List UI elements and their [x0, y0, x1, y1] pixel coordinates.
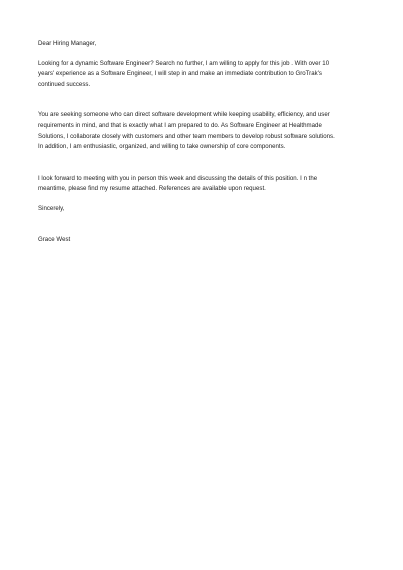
- paragraph-line: requirements in mind, and that is exactly what I am prepared to do. As Software Engineer at Healthmade: [38, 121, 322, 129]
- paragraph-line: In addition, I am enthusiastic, organized, and willing to take ownership of core components.: [38, 143, 286, 151]
- closing-text: Sincerely,: [38, 204, 65, 212]
- paragraph-closing-remarks: [38, 174, 368, 195]
- salutation-text: Dear Hiring Manager,: [38, 40, 97, 47]
- paragraph-line: You are seeking someone who can direct software development while keeping usability, efficiency, and user: [38, 111, 330, 119]
- closing: [38, 204, 368, 215]
- cover-letter: [38, 39, 368, 245]
- signature: [38, 235, 368, 246]
- signature-name: Grace West: [38, 235, 71, 243]
- paragraph-line: I look forward to meeting with you in person this week and discussing the details of this position. I n the: [38, 174, 318, 182]
- paragraph-line: years' experience as a Software Engineer, I will step in and make an immediate contribution to GroTrak's: [38, 70, 322, 78]
- paragraph-introduction: [38, 59, 368, 91]
- paragraph-line: Solutions, I collaborate closely with customers and other team members to develop robust software solutions.: [38, 132, 335, 140]
- paragraph-line: continued success.: [38, 80, 91, 88]
- paragraph-line: Looking for a dynamic Software Engineer? Search no further, I am willing to apply for this job . With over 10: [38, 59, 330, 67]
- salutation: [38, 39, 368, 50]
- paragraph-line: meantime, please find my resume attached. References are available upon request.: [38, 185, 266, 193]
- paragraph-qualifications: [38, 110, 368, 152]
